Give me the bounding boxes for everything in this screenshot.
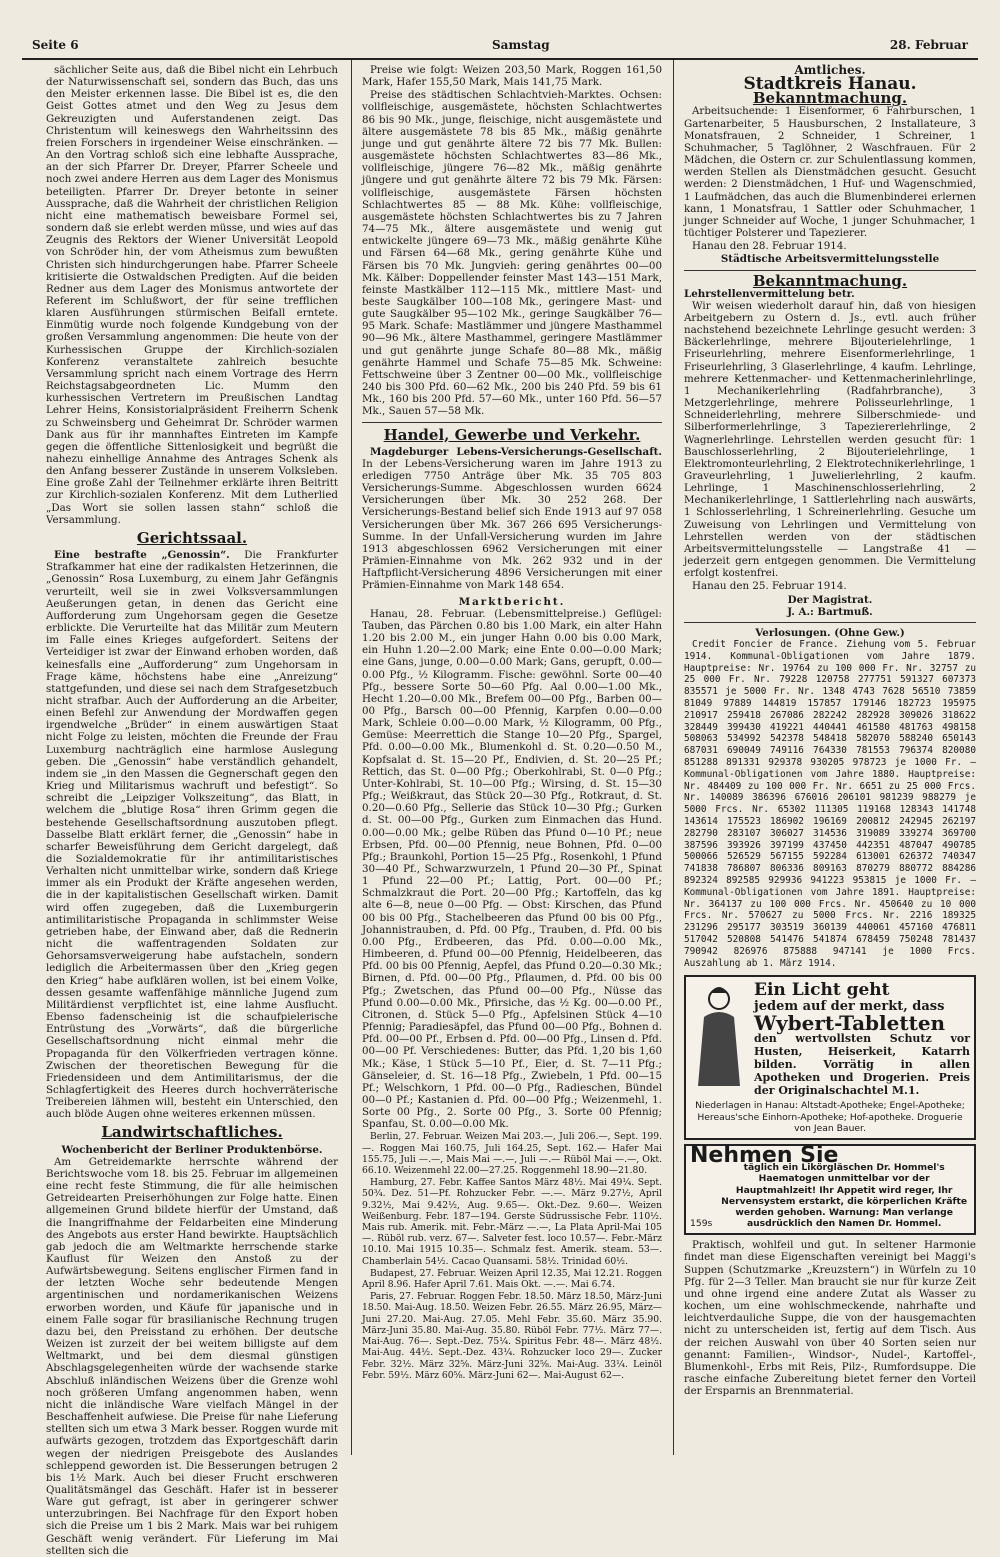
section-title-trade: Handel, Gewerbe und Verkehr. [383, 425, 641, 444]
section-title-agriculture: Landwirtschaftliches. [101, 1123, 283, 1142]
lottery-text: Credit Foncier de France. Ziehung vom 5. Februar 1914. Kommunal-Obligationen vom Jahre 1879. Hauptpreise: Nr. 19764 zu 100 000 Fr. Nr. 32757 zu 25 000 Fr. Nr. 79228 120758 277751 591327 607373 835571 je 5000 Fr. Nr. 1348 4743 7628 56510 73859 81049 97889 144819 157857 179146 182723 195975 210917 259418 267086 282242 282928 309026 318622 328449 399430 419221 440441 461580 481763 498158 508063 534992 542378 548418 582070 588240 650143 687031 690049 749116 764330 781553 796374 820080 851288 891331 929378 930205 978723 je 1000 Fr. — Kommunal-Obligationen vom Jahre 1880. Hauptpreise: Nr. 484409 zu 100 000 Fr. Nr. 6651 zu 25 000 Frcs. Nr. 140089 386396 676016 206101 981239 988279 je 5000 Frcs. Nr. 65302 111305 119168 128343 141748 143614 175523 186902 196169 200812 242945 262197 282790 283107 306027 314536 319089 339274 369700 387596 393926 397199 437450 442351 487047 490785 500066 526529 567155 592284 613001 626372 740347 741838 786807 806336 809163 870279 880772 884286 892324 892585 929936 941223 953815 je 1000 Fr. — Kommunal-Obligationen vom Jahre 1891. Hauptpreise: Nr. 364137 zu 100 000 Frcs. Nr. 450640 zu 10 000 Frcs. Nr. 570627 zu 5000 Frcs. Nr. 2216 189325 231296 295177 303519 360139 440061 457160 476811 517042 520808 541476 541874 678459 750248 781437 790942 826976 875888 947141 je 1000 Frcs. Auszahlung ab 1. März 1914. [684, 639, 976, 969]
issue-date: 28. Februar [889, 38, 968, 52]
column-3 [684, 64, 976, 1457]
advert-hommel-text: täglich ein Likörgläschen Dr. Hommel's Haematogen unmittelbar vor der Hauptmahlzeit! Ihr Appetit wird reger, Ihr Nervensystem erstarkt, die körperlichen Kräfte werden gehoben. Warnung: Man verlange ausdrücklich den Namen Dr. Hommel. [721, 1162, 968, 1230]
notice-1-date: Hanau den 28. Februar 1914. [692, 240, 847, 253]
notice-title-1: Bekanntmachung. [752, 89, 908, 108]
lecture-report: sächlicher Seite aus, daß die Bibel nicht ein Lehrbuch der Naturwissenschaft sei, sondern das Buch, das uns den Meister erkennen lasse. Die Bibel ist es, die den Geist Gottes atmet und den Weg zu Jesus dem Gekreuzigten und Auferstandenen zeigt. Das Christentum will keineswegs den Wahrheitssinn des freien Forschers in irgendeiner Weise einschränken. — An den Vortrag schloß sich eine lebhafte Aussprache, an der sich Pfarrer Dr. Dreyer, Pfarrer Scheele und noch zwei andere Herren aus dem Lager des Monismus beteiligten. Pfarrer Dr. Dreyer betonte in seiner Aussprache, daß die Wahrheit der christlichen Religion nicht eine mathematisch beweisbare Formel sei, sondern daß sie erlebt werden müsse, und wies auf das Zeugnis des Rektors der Wiener Universität Leopold von Schröder hin, der vom Atheismus zum bewußten Christen sich hindurchgerungen habe. Pfarrer Scheele kritisierte die Ostwaldschen Predigten. Auf die beiden Redner aus dem Lager des Monismus antwortete der Referent im Schlußwort, der für seine trefflichen klaren Ausführungen stürmischen Beifall erntete. Einmütig wurde noch folgende Kundgebung von der großen Versammlung angenommen: Die heute von der Kurhessischen Gruppe der Kirchlich-sozialen Konferenz veranstaltete zahlreich besuchte Versammlung spricht nach einem Vortrage des Herrn Reichstagsabgeordneten Lic. Mumm den kurhessischen Vertretern im Preußischen Landtag Lehrer Heins, Konsistorialpräsident Freiherrn Schenk zu Schweinsberg und Geheimrat Dr. Schröder warmen Dank aus für ihr mannhaftes Eintreten im Kampfe gegen die öffentliche Sittenlosigkeit und begrüßt die nahezu einhellige Annahme des Antrages Schenk als den Anfang besserer Zustände in unserem Volksleben. Eine große Zahl der Teilnehmer erklärte ihren Beitritt zur Kirchlich-sozialen Konferenz. Mit dem Lutherlied „Das Wort sie sollen lassen stahn“ schloß die Versammlung. [46, 64, 338, 526]
food-prices: Hanau, 28. Februar. (Lebensmittelpreise.) Geflügel: Tauben, das Pärchen 0.80 bis 1.00 Mark, ein alter Hahn 1.20 bis 2.00 M., ein junger Hahn 0.00 bis 0.00 Mark, ein Huhn 1.20—2.00 Mark; eine Ente 0.00—0.00 Mark; eine Gans, junge, 0.00—0.00 Mark; Gans, gerupft, 0.00—0.00 Pfg., ½ Kilogramm. Fische: gewöhnl. Sorte 00—40 Pfg., bessere Sorte 50—60 Pfg. Aal 0.00—1.00 Mk., Hecht 1.20—0.00 Mk., Brefem 00—00 Pfg., Barben 00—00 Pfg., Barsch 00—00 Pfennig, Karpfen 0.00—0.00 Mark, Schleie 0.00—0.00 Mark, ½ Kilogramm, 00 Pfg., Gemüse: Meerrettich die Stange 10—20 Pfg., Spargel, Pfd. 0.00—0.00 Mk., Blumenkohl d. St. 0.20—0.50 M., Kopfsalat d. St. 15—20 Pf., Endivien, d. St. 20—25 Pf.; Rettich, das St. 0—00 Pfg.; Oberkohlrabi, St. 0—0 Pfg.; Unter-Kohlrabi, St. 10—00 Pfg.; Wirsing, d. St. 15—30 Pfg.; Weißkraut, das Stück 20—30 Pfg., Rotkraut, d. St. 0.20—0.60 Pfg., Sellerie das Stück 10—30 Pfg.; Gurken d. St. 00—00 Pfg., Gurken zum Einmachen das Hund. 0.00—0.00 Mk.; gelbe Rüben das Pfund 0—10 Pf.; neue Erbsen, Pfd. 00—00 Pfennig, neue Bohnen, Pfd. 0—00 Pfg.; Braunkohl, Portion 15—25 Pfg., Rosenkohl, 1 Pfund 30—40 Pf., Schwarzwurzeln, 1 Pfund 20—30 Pf., Spinat 1 Pfund 22—00 Pf.; Lattig, Port. 00—00 Pf.; Schmalzkraut die Port. 20—00 Pfg.; Kartoffeln, das kg alte 6—8, neue 0—00 Pfg. — Obst: Kirschen, das Pfund 00 bis 00 Pfg., Stachelbeeren das Pfund 00 bis 00 Pfg., Johannistrauben, d. Pfd. 00 Pfg., Trauben, d. Pfd. 00 bis 0.00 Pfg., Erdbeeren, das Pfd. 0.00—0.00 Mk., Himbeeren, d. Pfund 00—00 Pfennig, Heidelbeeren, das Pfd. 00 bis 00 Pfennig, Aepfel, das Pfund 0.20—0.30 Mk.; Birnen, d. Pfd. 00—00 Pfg., Pflaumen, d. Pfd. 00 bis 00 Pfg.; Zwetschen, das Pfund 00—00 Pfg., Nüsse das Pfund 0.00—0.00 Mk., Pfirsiche, das ½ Kg. 00—0.00 Pf., Citronen, d. Stück 5—0 Pfg., Apfelsinen Stück 4—10 Pfennig; Paradiesäpfel, das Pfund 00—00 Pfg., Bohnen d. Pfd. 00—00 Pf., Erbsen d. Pfd. 00—00 Pfg., Linsen d. Pfd. 00—00 Pf. Verschiedenes: Butter, das Pfd. 1,20 bis 1,60 Mk.; Käse, 1 Stück 5—10 Pf., Eier, d. St. 7—11 Pfg.; Gänseleier, d. St. 16—18 Pfg., Zwiebeln, 1 Pfd. 00—15 Pf.; Welschkorn, 1 Pfd. 00—0 Pfg., Radieschen, Bündel 00—0 Pf.; Kastanien d. Pfd. 00—00 Pfg.; Weizenmehl, 1. Sorte 00 Pfg., 2. Sorte 00 Pfg., 3. Sorte 00 Pfennig; Spanfau, St. 0.00—0.00 Mk. [362, 607, 662, 1131]
exchange-budapest: Budapest, 27. Februar. Weizen April 12.35, Mai 12.21. Roggen April 8.96. Hafer April 7.61. Mais Okt. —.—. Mai 6.74. [362, 1267, 662, 1291]
notice-1-text: Arbeitsuchende: 1 Eisenformer, 6 Fahrburschen, 1 Gartenarbeiter, 5 Hausburschen, 2 Installateure, 3 Monatsfrauen, 2 Schneider, 1 Schreiner, 1 Schuhmacher, 5 Taglöhner, 2 Waschfrauen. Für 2 Mädchen, die Ostern cr. zur Schulentlassung kommen, werden Stellen als Dienstmädchen gesucht. Gesucht werden: 2 Dienstmädchen, 1 Huf- und Wagenschmied, 1 Laufmädchen, das auch die Blumenbinderei erlernen kann, 1 Monatsfrau, 1 Sattler oder Schuhmacher, 1 junger Schneider auf Woche, 1 junger Schuhmacher, 1 tüchtiger Polsterer und Tapezierer. [684, 105, 976, 240]
grain-prices: Preise wie folgt: Weizen 203,50 Mark, Roggen 161,50 Mark, Hafer 155,50 Mark, Mais 141,75 Mark. [362, 64, 662, 89]
trade-lead: Magdeburger Lebens-Versicherungs-Gesellschaft. [370, 445, 662, 458]
column-divider [351, 60, 352, 1455]
lady-icon [690, 981, 748, 1091]
notice-title-2: Bekanntmachung. [752, 271, 908, 290]
advert-body: den wertvollsten Schutz vor Husten, Heiserkeit, Katarrh bilden. Vorrätig in allen Apotheken und Drogerien. Preis der Originalschachtel M.1. [754, 1032, 970, 1098]
court-article: Die Frankfurter Strafkammer hat eine der radikalsten Hetzerinnen, die „Genossin“ Rosa Luxemburg, zu einem Jahr Gefängnis verurteilt, weil sie in zwei Volksversammlungen Aeußerungen getan, in denen das Gericht eine Aufforderung zum Ungehorsam gegen die Gesetze erblickte. Die Verurteilte hat das Militär zum Meutern im Falle eines Krieges aufgefordert. Seitens der Verteidiger ist zwar der Einwand erhoben worden, daß keinesfalls eine „Aufforderung“ zum Ungehorsam in Frage käme, höchstens habe eine „Anreizung“ stattgefunden, und diese sei nach dem Strafgesetzbuch nicht strafbar. Auch der Aufforderung an die Arbeiter, einen Befehl zur Anwendung der Mordwaffen gegen irgendwelche „Brüder“ in einem auswärtigen Staat nicht Folge zu leisten, möchten die Freunde der Frau Luxemburg nachträglich eine harmlose Auslegung geben. Die „Genossin“ habe verständlich gehandelt, indem sie „in den Massen die Gegnerschaft gegen den Krieg und Militarismus wachruft und befestigt“. So schreibt die „Leipziger Volkszeitung“, das Blatt, in welchem die „blutige Rosa“ ihren Grimm gegen die bestehende Gesellschaftsordnung auszutoben pflegt. Dasselbe Blatt erklärt ferner, die „Genossin“ habe in scharfer Beweisführung dem Gericht dargelegt, daß die Sozialdemokratie für ihr antimilitaristisches Verhalten nicht unmittelbar wirke, sondern daß Kriege immer als ein Produkt der Kräfte angesehen werden, die in der kapitalistischen Gesellschaft wirken. Damit wird offen zugegeben, daß die Luxemburgerin antimilitaristische Propaganda in schlimmster Weise getrieben habe, der Einwand aber, daß die Rednerin nicht die waffentragenden Soldaten zur Gehorsamsverweigerung habe aufstacheln, sondern lediglich die Arbeitermassen über den „Krieg gegen den Krieg“ habe aufklären wollen, ist bei einem Volke, dessen gesamte waffenfähige männliche Jugend zum Militärdienst verpflichtet ist, eine lahme Ausflucht. Ebenso fadenscheinig ist die schaufpielerische Entrüstung des „Vorwärts“, daß die bürgerliche Gesellschaftsordnung nicht einmal mehr die Propaganda für den Völkerfrieden vertragen könne. Zwischen der theoretischen Bewegung für die Friedensideen und dem Antimilitarismus, der die Schlagfertigkeit des Heeres durch hochverräterische Treibereien lähmen will, besteht ein Unterschied, den auch blöde Augen ohne weiteres erkennen müssen. [46, 549, 338, 1121]
court-lead: Eine bestrafte „Genossin“. [54, 549, 230, 562]
notice-2-signature-2: J. A.: Bartmuß. [787, 605, 873, 618]
maggi-notice: Praktisch, wohlfeil und gut. In seltener Harmonie findet man diese Eigenschaften vereinigt bei Maggi's Suppen (Schutzmarke „Kreuzstern“) in Würfeln zu 10 Pfg. für 2—3 Teller. Man braucht sie nur für kurze Zeit und ohne irgend eine andere Zutat als Wasser zu kochen, um eine wohlschmeckende, nahrhafte und leichtverdauliche Suppe, die von der hausgemachten nicht zu unterscheiden ist, fertig auf dem Tisch. Aus der reichen Auswahl von über 40 Sorten seien nur genannt: Familien-, Windsor-, Nudel-, Kartoffel-, Blumenkohl-, Erbs mit Reis, Pilz-, Rumfordsuppe. Die rasche einfache Zubereitung bietet ferner den Vorteil der Ersparnis an Brennmaterial. [684, 1239, 976, 1398]
official-heading: Amtliches. [794, 63, 866, 77]
notice-2-date: Hanau den 25. Februar 1914. [692, 580, 847, 593]
section-title-court: Gerichtssaal. [136, 528, 248, 547]
divider [684, 270, 976, 271]
notice-1-signature: Städtische Arbeitsvermittelungsstelle [720, 253, 940, 266]
divider [362, 422, 662, 423]
lottery-title: Verlosungen. (Ohne Gew.) [755, 626, 905, 639]
notice-2-signature: Der Magistrat. [787, 593, 873, 606]
advert-code: 159s [690, 1218, 713, 1230]
advert-headline: Ein Licht geht [754, 980, 890, 1001]
page-number: Seite 6 [32, 38, 79, 52]
exchange-berlin: Berlin, 27. Februar. Weizen Mai 203.—, Juli 206.—, Sept. 199.—. Roggen Mai 160.75, Juli 164.25, Sept. 162.— Hafer Mai 155.75, Juli —.—, Mais Mai —.—, Juli —.— Rüböl Mai —.—, Okt. 66.10. Weizenmehl 22.00—27.25. Roggenmehl 18.90—21.80. [362, 1131, 662, 1177]
advert-hommel [684, 1144, 976, 1235]
notice-2-subtitle: Lehrstellenvermittelung betr. [684, 287, 855, 300]
advert-subline: jedem auf der merkt, dass [754, 999, 945, 1015]
advert-hommel-title: Nehmen Sie [690, 1142, 839, 1168]
exchange-hamburg: Hamburg, 27. Febr. Kaffee Santos März 48½. Mai 49¼. Sept. 50¾. Dez. 51—Pf. Rohzucker Febr. —.—. März 9.27½, April 9.32½, Mai 9.42½, Aug. 9.65—. Okt.-Dez. 9.60—. Weizen Weißenburg. Febr. 187—194. Gerste Südrussische Febr. 110½. Mais rub. Amerik. mit. Febr.-März —.—, La Plata April-Mai 105—. Rüböl rub. verz. 67—. Salveter fest. loco 10.57—. Febr.-März 10.10. Mai 1915 10.35—. Schmalz fest. Amerik. steam. 53—. Chamberlain 54½. Cacao Quansami. 58½. Trinidad 60½. [362, 1177, 662, 1267]
advert-wybert [684, 975, 976, 1140]
column-divider [673, 60, 674, 1455]
divider [684, 622, 976, 623]
notice-2-text: Wir weisen wiederholt darauf hin, daß von hiesigen Arbeitgebern zu Ostern d. Js., evtl. auch früher nachstehend bezeichnete Lehrlinge gesucht werden: 3 Bäckerlehrlinge, mehrere Bijouterielehrlinge, 1 Friseurlehrling, mehrere Eisenformerlehrlinge, 1 Friseurlehrling, 3 Glaserlehrlinge, 4 kaufm. Lehrlinge, mehrere Kettenmacher- und Kettenmacherinlehrlinge, 1 Mechanikerlehrling (Radfahrbranche), 3 Metzgerlehrlinge, mehrere Polisseurlehrlinge, 1 Schneiderlehrling, mehrere Silberschmiede- und Silberformerlehrlinge, 3 Tapeziererlehrlinge, 2 Wagnerlehrlinge. Lehrstellen werden gesucht für: 1 Bauschlosserlehrling, 2 Bijouterielehrlinge, 1 Elektromonteurlehrling, 2 Elektrotechnikerlehrlinge, 1 Graveurlehrling, 1 Juwelierlehrling, 2 kaufm. Lehrlinge, 1 Maschinenschlosserlehrling, 2 Mechanikerlehrlinge, 1 Sattlerlehrling nach auswärts, 1 Schlosserlehrling, 1 Schreinerlehrling. Gesuche um Zuweisung von Lehrlingen und Vermittelung von Lehrstellen werden von der städtischen Arbeitsvermittelungsstelle — Langstraße 41 — jederzeit gern entgegen genommen. Die Vermittelung erfolgt kostenfrei. [684, 299, 976, 580]
trade-article: In der Lebens-Versicherung waren im Jahre 1913 zu erledigen 7750 Anträge über Mk. 35 705 803 Versicherungs-Summe. Abgeschlossen wurden 6624 Versicherungen über Mk. 30 252 268. Der Versicherungs-Bestand belief sich Ende 1913 auf 97 058 Versicherungen über Mk. 367 266 695 Versicherungs-Summe. In der Unfall-Versicherung wurden im Jahre 1913 abgeschlossen 6962 Versicherungen mit einer Prämien-Einnahme von Mk. 262 932 und in der Haftpflicht-Versicherung 4896 Versicherungen mit einer Prämien-Einnahme von Mark 148 654. [362, 457, 662, 592]
cattle-market: Preise des städtischen Schlachtvieh-Marktes. Ochsen: vollfleischige, ausgemästete, höchsten Schlachtwertes 86 bis 90 Mk., junge, fleischige, nicht ausgemästete und ältere ausgemästete 78 bis 85 Mk., mäßig genährte junge und gut genährte ältere 72 bis 77 Mk. Bullen: ausgemästete höchsten Schlachtwertes 83—86 Mk., vollfleischige, jüngere 76—82 Mk., mäßig genährte jüngere und gut genährte ältere 72 bis 79 Mk. Färsen: vollfleischige, ausgemästete Färsen höchsten Schlachtwertes 85 — 88 Mk. Kühe: vollfleischige, ausgemästete höchsten Schlachtwertes bis zu 7 Jahren 74—75 Mk., ältere ausgemästete und wenig gut entwickelte jüngere 69—73 Mk., mäßig genährte Kühe und Färsen 64—68 Mk., gering genährte Kühe und Färsen bis 70 Mk. Jungvieh: gering genährtes 00—00 Mk. Kälber: Doppellender feinster Mast 143—151 Mark, feinste Mastkälber 112—115 Mk., mittlere Mast- und beste Saugkälber 100—108 Mk., geringere Mast- und gute Saugkälber 95—102 Mk., geringe Saugkälber 76—95 Mark. Schafe: Mastlämmer und jüngere Masthammel 90—96 Mk., ältere Masthammel, geringere Mastlämmer und gut genährte junge Schafe 80—88 Mk., mäßig genährte Hammel und Schafe 75—85 Mk. Schweine: Fettschweine über 3 Zentner 00—00 Mk., vollfleischige 240 bis 300 Pfd. 60—62 Mk., 200 bis 240 Pfd. 59 bis 61 Mk., 160 bis 200 Pfd. 57—60 Mk., unter 160 Pfd. 56—57 Mk., Sauen 57—58 Mk. [362, 89, 662, 418]
advert-stockists: Niederlagen in Hanau: Altstadt-Apotheke; Engel-Apotheke; Hereaus'sche Einhorn-Apotheke; Hof-apotheke. Droguerie von Jean Bauer. [695, 1100, 965, 1134]
agriculture-lead: Wochenbericht der Berliner Produktenbörse. [61, 1143, 323, 1156]
column-2 [362, 64, 662, 1457]
column-1 [46, 64, 338, 1557]
weekday: Samstag [492, 38, 550, 52]
district-heading: Stadtkreis Hanau. [743, 74, 917, 95]
exchange-paris: Paris, 27. Februar. Roggen Febr. 18.50. März 18.50, März-Juni 18.50. Mai-Aug. 18.50. Weizen Febr. 26.55. März 26.95, März—Juni 27.20. Mai-Aug. 27.05. Mehl Febr. 35.60. März 35.90. März-Juni 35.80. Mai-Aug. 35.80. Rüböl Febr. 77½. März 77—. Mai-Aug. 76—. Sept.-Dez. 75¼. Spiritus Febr. 48—. März 48½. Mai-Aug. 44½. Sept.-Dez. 43¼. Rohzucker loco 29—. Zucker Febr. 32½. März 32⅝. März-Juni 32⅝. Mai-Aug. 33¼. Leinöl Febr. 59½. März 60⅝. März-Juni 62—. Mai-August 62—. [362, 1291, 662, 1381]
agriculture-article: Am Getreidemarkte herrschte während der Berichtswoche vom 18. bis 25. Februar im allgemeinen eine recht feste Stimmung, die für alle heimischen Getreidearten Preiserhöhungen zur Folge hatte. Einen allgemeinen Grund bildete hierfür der Umstand, daß die Inangriffnahme der Feldarbeiten eine Minderung des Angebots aus erster Hand bewirkte. Hauptsächlich gab jedoch die am Weltmarkte herrschende starke Kauflust für Weizen den Anstoß zu der Aufwärtsbewegung. Seitens englischer Firmen fand in der letzten Woche sehr bedeutende Mengen argentinischen und nordamerikanischen Weizens erworben worden, und Käufe für japanische und in einem Falle sogar für brasilianische Rechnung trugen dazu bei, den Preisstand zu erhöhen. Der deutsche Weizen ist zurzeit der bei weitem billigste auf dem Weltmarkt, und bei dem diesmal günstigen Abschlagsgelegenheiten würde der wachsende starke Abschluß inländischen Weizens über die Grenze wohl noch größeren Umfang angenommen haben, wenn nicht die inländische Ware vielfach Mängel in der Beschaffenheit aufwiese. Die Preise für nahe Lieferung stellten sich um etwa 3 Mark besser. Roggen wurde mit aufwärts gezogen, trotzdem das Exportgeschäft darin wegen der niedrigen Preisgebote des Auslandes schleppend geworden ist. Die Besserungen betrugen 2 bis 1½ Mark. Auch bei dieser Frucht erschweren Qualitätsmängel das Geschäft. Hafer ist in besserer Ware gut gefragt, ist aber in geringerer schwer unterzubringen. Bei Nachfrage für den Export hoben sich die Preise um 1 bis 2 Mark. Mais war bei ruhigem Geschäft wenig verändert. Für Lieferung im Mai stellten sich die [46, 1155, 338, 1557]
advert-product: Wybert-Tabletten [754, 1011, 946, 1036]
header-rule [22, 58, 978, 60]
page-header [22, 38, 978, 56]
market-report-title: Marktbericht. [458, 595, 566, 608]
